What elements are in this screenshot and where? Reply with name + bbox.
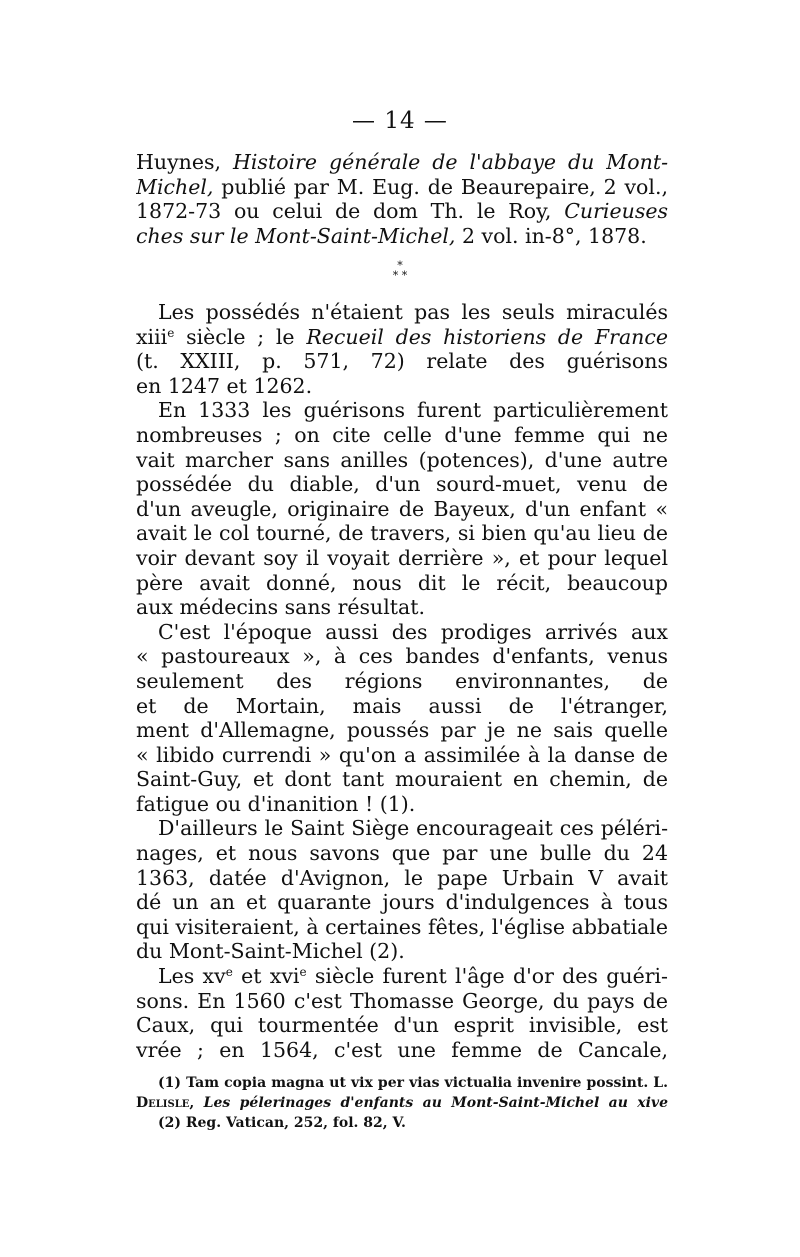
p2-line: En 1333 les guérisons furent particulièrement	[158, 398, 668, 423]
main-text	[136, 300, 668, 1062]
intro-line-1: Huynes, Histoire générale de l'abbaye du Mont-	[136, 150, 668, 174]
footnote-1-line-2: Delisle, Les pélerinages d'enfants au Mont-Saint-Michel au xive	[136, 1095, 668, 1111]
asterism-bottom: * *	[392, 269, 408, 282]
asterism-top: *	[397, 259, 403, 272]
p3-line: « libido currendi » qu'on a assimilée à la danse de	[136, 742, 668, 767]
p2-line: père avait donné, nous dit le récit, beaucoup	[136, 570, 668, 595]
p1-line: en 1247 et 1262.	[136, 373, 313, 398]
p5-line: sons. En 1560 c'est Thomasse George, du pays de	[136, 988, 668, 1013]
page-number: — 14 —	[352, 108, 448, 134]
p2-line: nombreuses ; on cite celle d'une femme qui ne	[136, 422, 668, 447]
p3-line: seulement des régions environnantes, de	[136, 668, 668, 693]
intro-line-3: 1872-73 ou celui de dom Th. le Roy, Curieuses	[136, 199, 668, 224]
p3-line: ment d'Allemagne, poussés par je ne sais quelle	[136, 718, 668, 743]
p2-line: d'un aveugle, originaire de Bayeux, d'un enfant «	[136, 496, 668, 521]
p2-line: avait le col tourné, de travers, si bien qu'au lieu de	[136, 521, 668, 546]
p3-line: « pastoureaux », à ces bandes d'enfants, venus	[136, 644, 668, 669]
p1-line: xiii$^e$ siècle ; le Recueil des historiens de France	[136, 324, 668, 349]
p4-line: nages, et nous savons que par une bulle du 24	[136, 841, 668, 866]
p2-line: aux médecins sans résultat.	[136, 595, 426, 620]
p4-line: du Mont-Saint-Michel (2).	[136, 939, 405, 964]
p4-line: qui visiteraient, à certaines fêtes, l'église abbatiale	[136, 914, 668, 939]
p2-line: vait marcher sans anilles (potences), d'une autre	[136, 447, 668, 472]
footnotes	[136, 1073, 668, 1133]
p3-line: Saint-Guy, et dont tant mouraient en chemin, de	[136, 767, 668, 792]
intro-paragraph	[136, 150, 668, 248]
p1-line: (t. XXIII, p. 571, 72) relate des guérisons	[136, 349, 668, 374]
footnote-2: (2) Reg. Vatican, 252, fol. 82, V.	[158, 1115, 406, 1131]
intro-line-2: Michel, publié par M. Eug. de Beaurepaire, 2 vol.,	[136, 174, 668, 199]
p4-line: D'ailleurs le Saint Siège encourageait ces péléri-	[158, 816, 668, 841]
p5-line: Caux, qui tourmentée d'un esprit invisible, est	[136, 1013, 668, 1038]
p5-line: Les $xv^e$ et xvi$^e$ siècle furent l'âge d'or des guéri-	[158, 964, 668, 989]
footnote-1-line-1: (1) Tam copia magna ut vix per vias victualia invenire possint. L.	[158, 1075, 668, 1091]
p3-line: C'est l'époque aussi des prodiges arrivés aux	[158, 619, 668, 644]
p2-line: possédée du diable, d'un sourd-muet, venu de	[136, 472, 668, 497]
asterism-separator	[0, 261, 800, 281]
p4-line: dé un an et quarante jours d'indulgences à tous	[136, 890, 668, 915]
p2-line: voir devant soy il voyait derrière », et pour lequel	[136, 545, 668, 570]
intro-line-4: ches sur le Mont-Saint-Michel, 2 vol. in-8°, 1878.	[136, 223, 647, 248]
p5-line: vrée ; en 1564, c'est une femme de Cancale,	[136, 1037, 668, 1062]
p3-line: et de Mortain, mais aussi de l'étranger,	[136, 693, 668, 718]
p4-line: 1363, datée d'Avignon, le pape Urbain V avait	[136, 865, 668, 890]
p1-line: Les possédés n'étaient pas les seuls miraculés	[158, 300, 668, 324]
p3-line: fatigue ou d'inanition ! (1).	[136, 791, 416, 816]
